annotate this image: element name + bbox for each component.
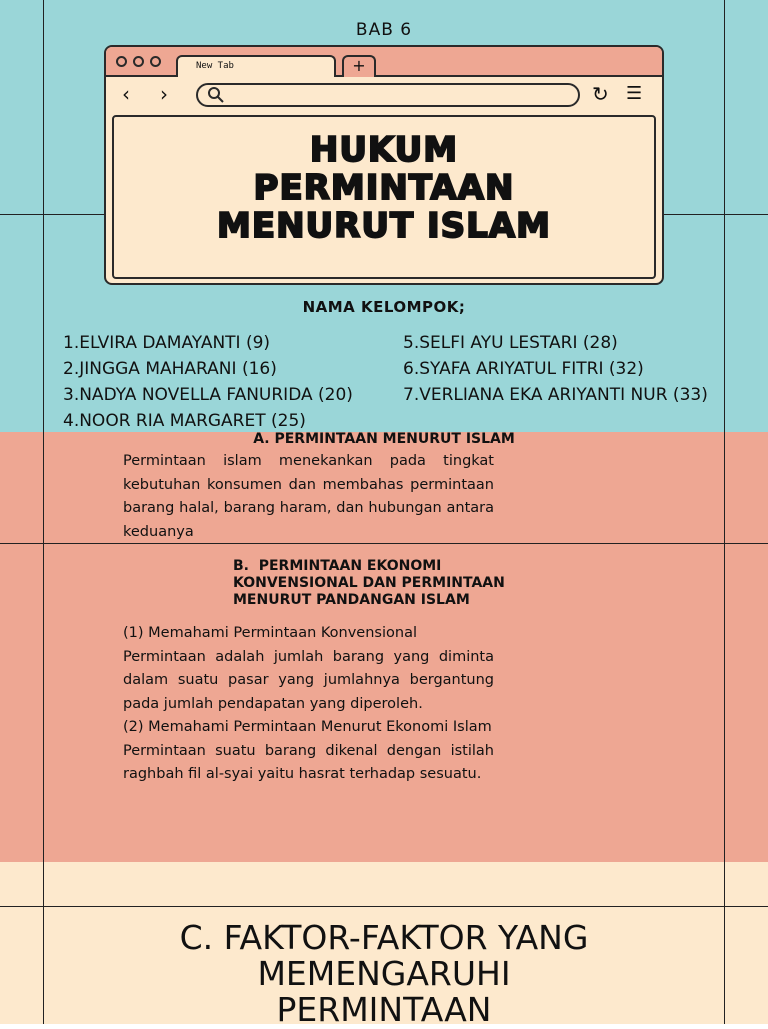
- member-item: 6.SYAFA ARIYATUL FITRI (32): [403, 359, 644, 379]
- browser-mock: [104, 45, 664, 285]
- guide-line-3: [0, 906, 768, 907]
- section-b-heading-line: B. PERMINTAAN EKONOMI: [233, 558, 442, 574]
- reload-icon[interactable]: ↻: [592, 82, 609, 106]
- title-line-2: PERMINTAAN: [253, 168, 515, 208]
- window-dot-icon: [116, 56, 127, 67]
- section-b-body: [123, 622, 494, 787]
- back-arrow-icon[interactable]: ‹: [122, 82, 130, 106]
- section-c-heading: [0, 920, 768, 1028]
- page-title: [114, 131, 654, 245]
- section-b-heading: [233, 558, 553, 609]
- sub2-title: (2) Memahami Permintaan Menurut Ekonomi Islam: [123, 719, 492, 735]
- section-a-body: Permintaan islam menekankan pada tingkat kebutuhan konsumen dan membahas permintaan barang halal, barang haram, dan hubungan antara keduanya: [123, 453, 494, 540]
- sub1-body: Permintaan adalah jumlah barang yang diminta dalam suatu pasar yang jumlahnya bergantung pada jumlah pendapatan yang diperoleh.: [123, 648, 494, 712]
- section-b-heading-line: KONVENSIONAL DAN PERMINTAAN: [233, 575, 505, 591]
- browser-tab[interactable]: [176, 55, 336, 77]
- title-line-3: MENURUT ISLAM: [217, 206, 551, 246]
- new-tab-button[interactable]: +: [342, 55, 376, 77]
- title-line-1: HUKUM: [309, 130, 459, 170]
- tab-label: New Tab: [196, 61, 234, 71]
- members-list-right: [403, 330, 708, 408]
- member-item: 2.JINGGA MAHARANI (16): [63, 359, 277, 379]
- browser-titlebar: [106, 47, 662, 77]
- section-c-heading-line: PERMINTAAN: [276, 990, 492, 1029]
- sub1-title: (1) Memahami Permintaan Konvensional: [123, 625, 417, 641]
- member-item: 4.NOOR RIA MARGARET (25): [63, 411, 306, 431]
- window-dot-icon: [133, 56, 144, 67]
- section-c-heading-line: MEMENGARUHI: [257, 954, 511, 993]
- member-item: 1.ELVIRA DAMAYANTI (9): [63, 333, 271, 353]
- browser-content: [112, 115, 656, 279]
- window-dot-icon: [150, 56, 161, 67]
- section-b-heading-line: MENURUT PANDANGAN ISLAM: [233, 592, 470, 608]
- left-guide-line: [43, 0, 44, 1024]
- section-a-heading: A. PERMINTAAN MENURUT ISLAM: [253, 431, 515, 447]
- member-item: 5.SELFI AYU LESTARI (28): [403, 333, 618, 353]
- forward-arrow-icon[interactable]: ›: [160, 82, 168, 106]
- chapter-label: BAB 6: [355, 20, 413, 40]
- menu-icon[interactable]: ☰: [626, 83, 643, 104]
- address-bar[interactable]: [196, 83, 580, 107]
- members-heading: NAMA KELOMPOK;: [302, 298, 466, 316]
- search-icon: [206, 85, 226, 105]
- section-c-heading-line: C. FAKTOR-FAKTOR YANG: [179, 918, 589, 957]
- right-guide-line: [724, 0, 725, 1024]
- sub2-body: Permintaan suatu barang dikenal dengan istilah raghbah fil al-syai yaitu hasrat terhadap sesuatu.: [123, 742, 494, 782]
- member-item: 7.VERLIANA EKA ARIYANTI NUR (33): [403, 385, 708, 405]
- member-item: 3.NADYA NOVELLA FANURIDA (20): [63, 385, 353, 405]
- members-list-left: [63, 330, 353, 434]
